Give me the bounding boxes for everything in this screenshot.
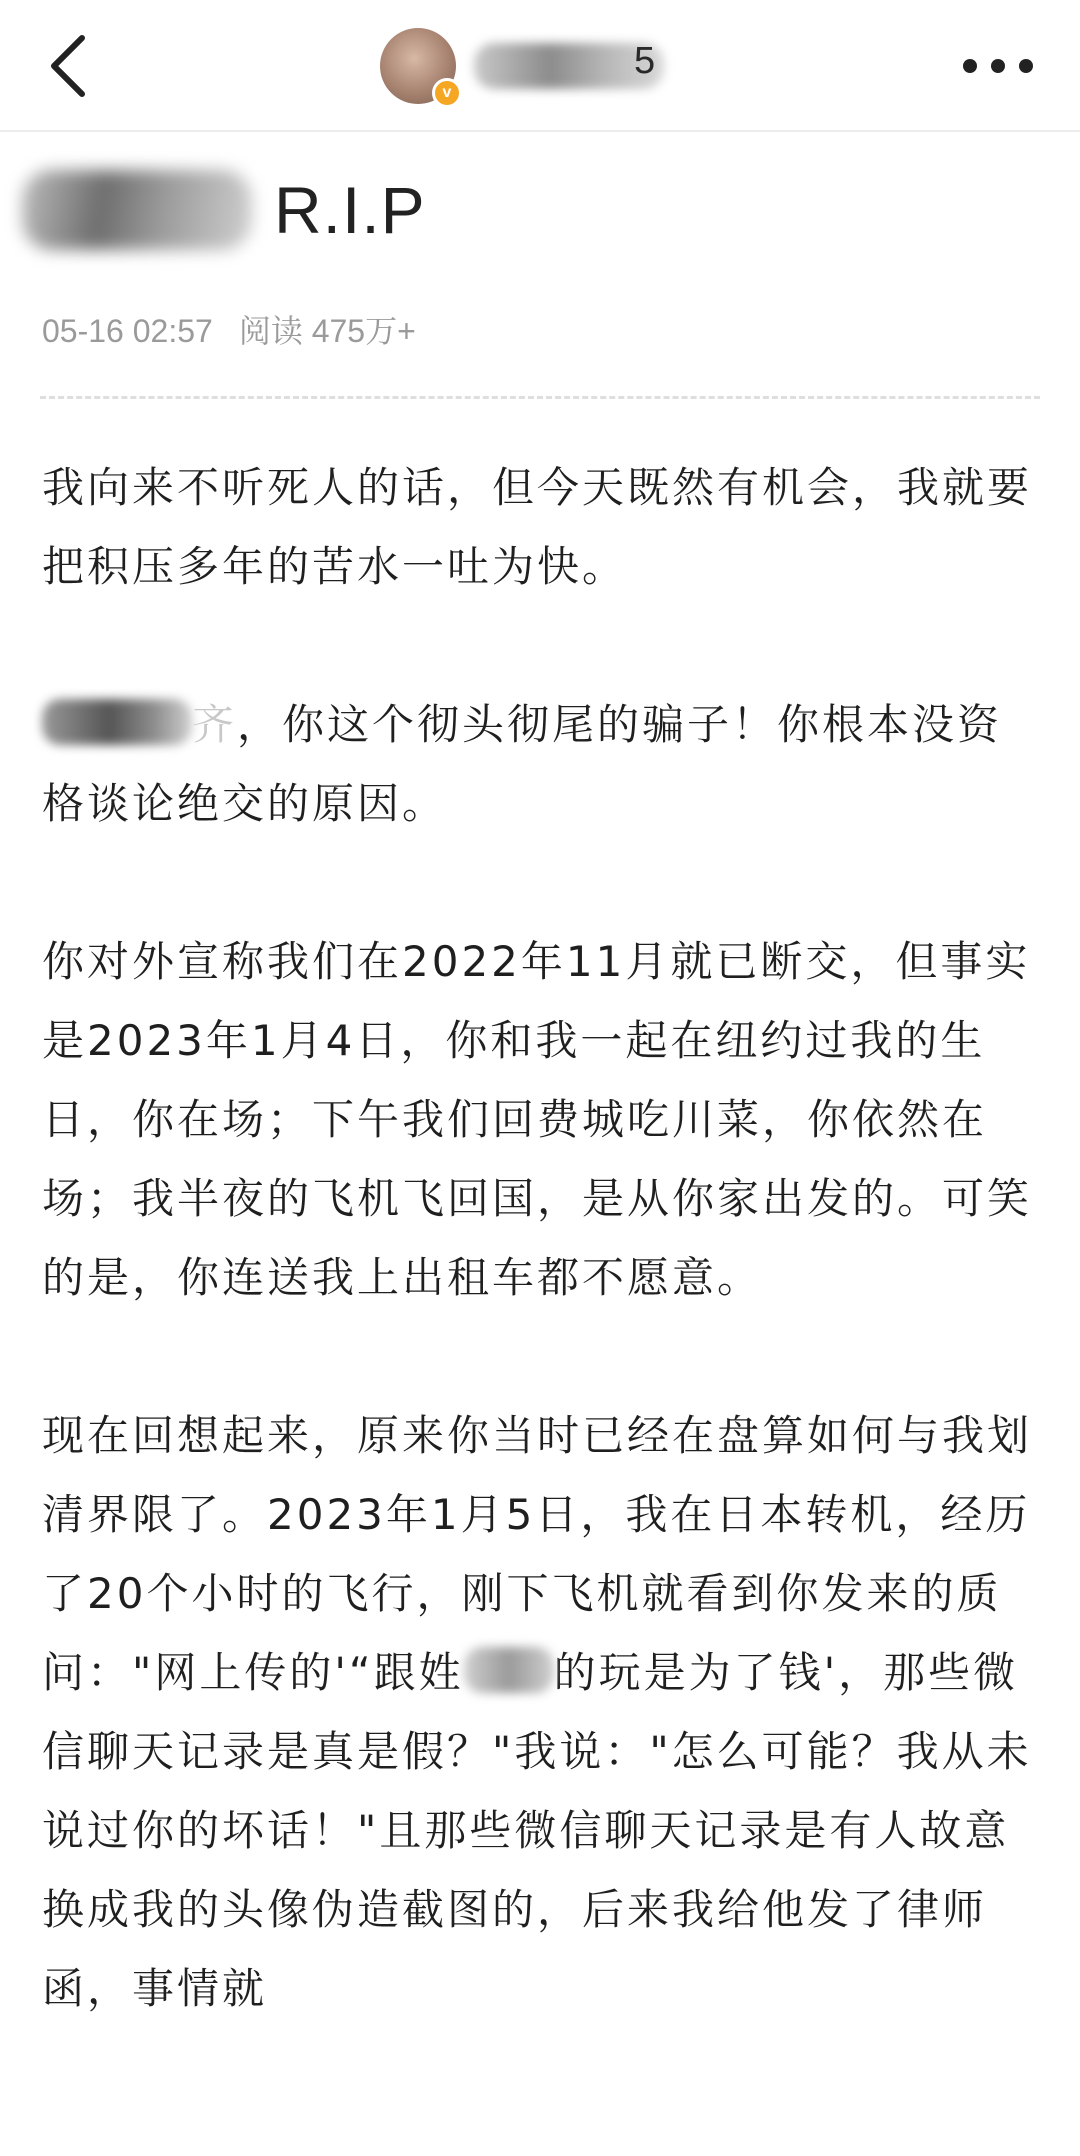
author-info[interactable] [380,26,664,106]
verified-badge: v [432,78,462,108]
article-body [42,448,1042,2107]
more-dots-icon [956,30,1040,102]
paragraph-2-text: ，你这个彻头彻尾的骗子！你根本没资格谈论绝交的原因。 [42,700,1003,828]
paragraph-4 [42,1396,1042,2028]
avatar[interactable] [380,28,456,104]
paragraph-2 [42,685,1042,843]
paragraph-3: 你对外宣称我们在2022年11月就已断交，但事实是2023年1月4日，你和我一起在纽约过我的生日，你在场；下午我们回费城吃川菜，你依然在场；我半夜的飞机飞回国，是从你家出发的。可笑的是，你连送我上出租车都不愿意。 [42,937,1033,1302]
name-redaction [42,699,192,745]
back-button[interactable] [30,24,114,108]
name-tail: 齐 [192,700,238,749]
post-title-row [22,160,426,260]
divider [40,396,1040,399]
paragraph-1: 我向来不听死人的话，但今天既然有机会，我就要把积压多年的苦水一吐为快。 [42,463,1033,591]
author-name[interactable] [474,36,664,96]
chevron-left-icon [30,24,114,108]
post-meta [42,306,416,352]
more-button[interactable] [956,30,1040,102]
surname-redaction [464,1647,554,1693]
title-redaction [22,170,252,250]
read-count: 阅读 475万+ [238,313,416,349]
post-title: R.I.P [274,173,426,247]
paragraph-4-after: 的玩是为了钱'，那些微信聊天记录是真是假？"我说："怎么可能？我从未说过你的坏话！"且那些微信聊天记录是有人故意换成我的头像伪造截图的，后来我给他发了律师函，事情就 [42,1648,1032,2013]
paragraph-4-before: 现在回想起来，原来你当时已经在盘算如何与我划清界限了。2023年1月5日，我在日本转机，经历了20个小时的飞行，刚下飞机就看到你发来的质问："网上传的'“跟姓 [42,1411,1033,1697]
author-name-suffix: 5 [634,40,657,82]
top-bar [0,0,1080,132]
post-date: 05-16 02:57 [42,313,213,349]
